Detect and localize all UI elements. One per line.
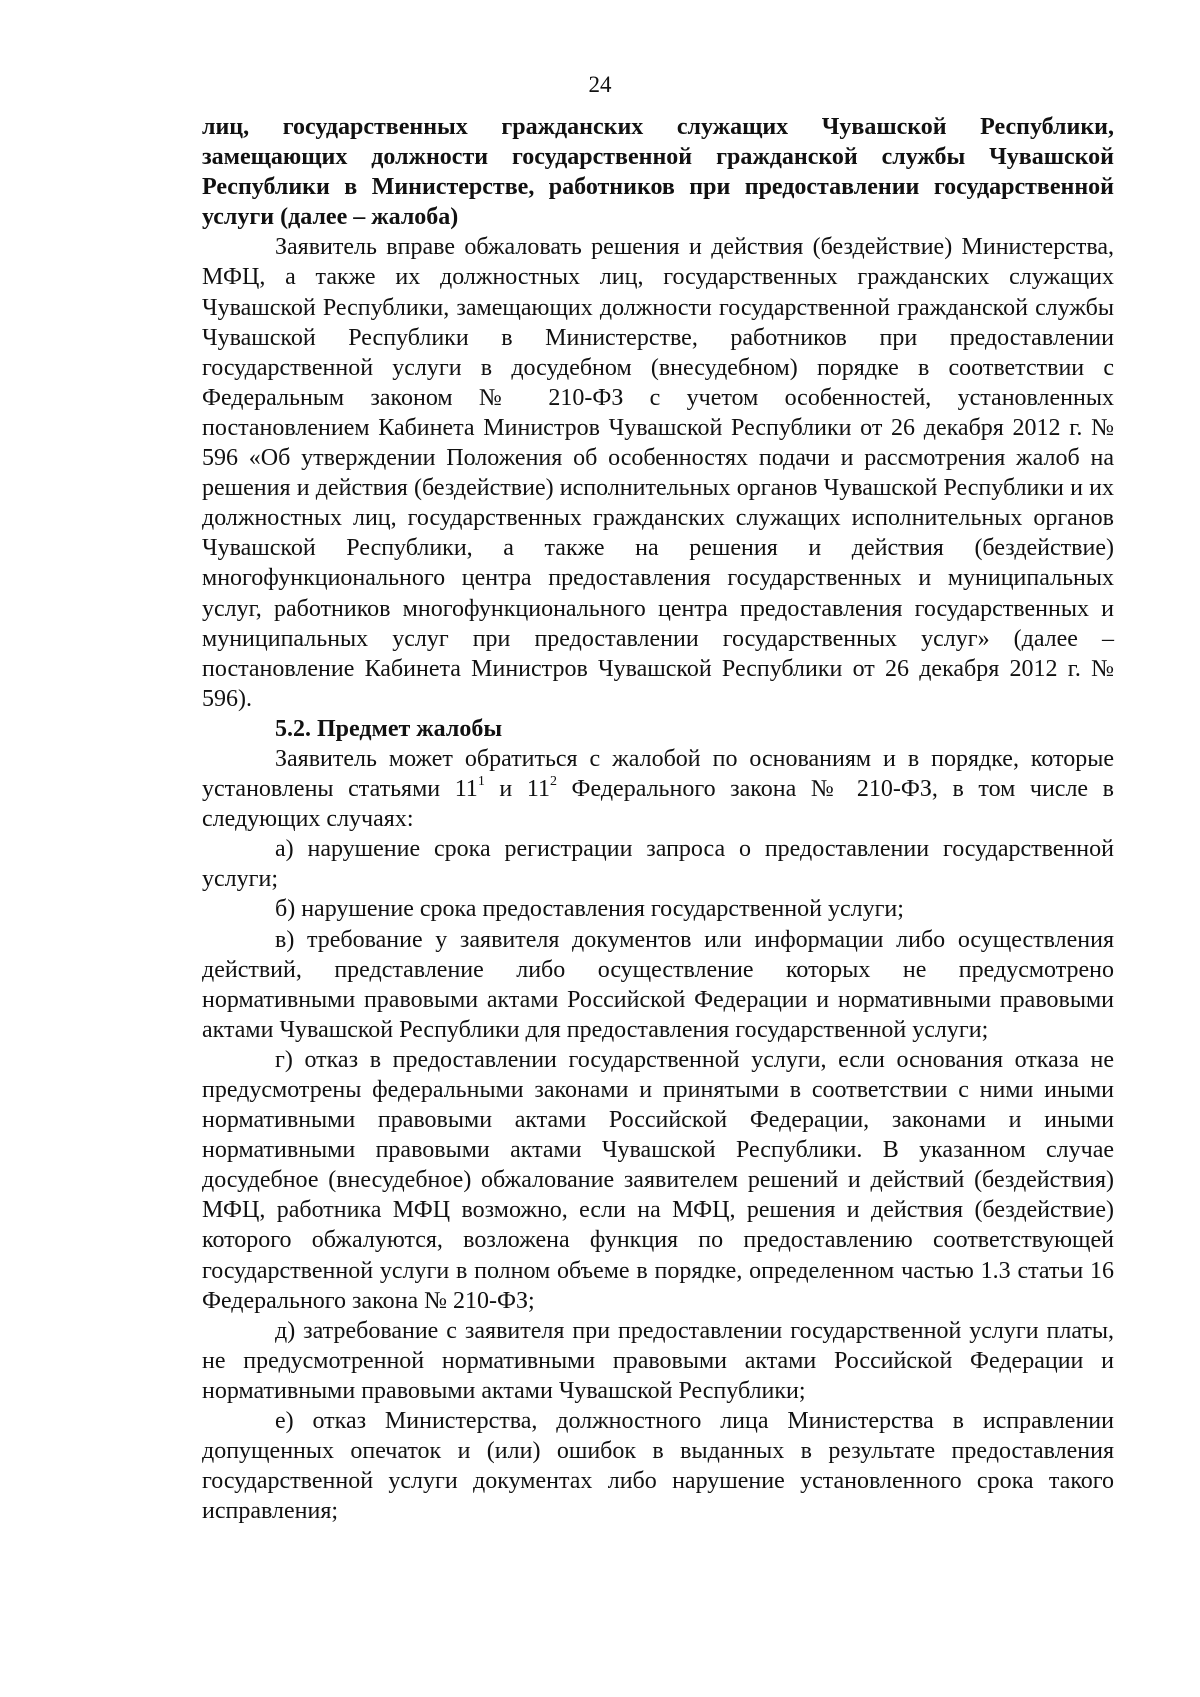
paragraph-appeal-right: Заявитель вправе обжаловать решения и действия (бездействие) Министерства, МФЦ, а также их должностных лиц, государственных гражданских служащих Чувашской Республики, замещающих должности государственной гражданской службы Чувашской Республики в Министерстве, работников при предоставлении государственной услуги в досудебном (внесудебном) порядке в соответствии с Федеральным законом № 210-ФЗ с учетом особенностей, установленных постановлением Кабинета Министров Чувашской Республики от 26 декабря 2012 г. № 596 «Об утверждении Положения об особенностях подачи и рассмотрения жалоб на решения и действия (бездействие) исполнительных органов Чувашской Республики и их должностных лиц, государственных гражданских служащих исполнительных органов Чувашской Республики, а также на решения и действия (бездействие) многофункционального центра предоставления государственных и муниципальных услуг, работников многофункционального центра предоставления государственных и муниципальных услуг при предоставлении государственных услуг» (далее – постановление Кабинета Министров Чувашской Республики от 26 декабря 2012 г. № 596). [202, 234, 1114, 712]
document-body [202, 112, 1114, 1526]
intro-text-3: Федерального закона № 210-ФЗ, в том числе в следующих случаях: [202, 776, 1115, 833]
page-number: 24 [588, 72, 612, 97]
list-item-d: г) отказ в предоставлении государственной услуги, если основания отказа не предусмотрены федеральными законами и принятыми в соответствии с ними иными нормативными правовыми актами Российской Федерации, законами и иными нормативными правовыми актами Чувашской Республики. В указанном случае досудебное (внесудебное) обжалование заявителем решений и действий (бездействия) МФЦ, работника МФЦ возможно, если на МФЦ, решения и действия (бездействие) которого обжалуются, возложена функция по предоставлению соответствующей государственной услуги в полном объеме в порядке, определенном частью 1.3 статьи 16 Федерального закона № 210-ФЗ; [202, 1046, 1114, 1314]
list-item-f: е) отказ Министерства, должностного лица Министерства в исправлении допущенных опечаток и (или) ошибок в выданных в результате предоставления государственной услуги документах либо нарушение установленного срока такого исправления; [202, 1408, 1114, 1525]
list-item-c: в) требование у заявителя документов или информации либо осуществления действий, представление либо осуществление которых не предусмотрено нормативными правовыми актами Российской Федерации и нормативными правовыми актами Чувашской Республики для предоставления государственной услуги; [202, 926, 1114, 1043]
intro-text-1: Заявитель может обратиться с жалобой по основаниям и в порядке, которые установлены статьями 11 [202, 745, 1114, 803]
paragraph-intro [202, 744, 1114, 834]
superscript-2: 2 [549, 774, 557, 790]
intro-text-2: и 11 [484, 776, 550, 803]
list-item-a: а) нарушение срока регистрации запроса о предоставлении государственной услуги; [202, 836, 1114, 893]
list-item-b: б) нарушение срока предоставления государственной услуги; [275, 896, 904, 923]
list-item-e: д) затребование с заявителя при предоставлении государственной услуги платы, не предусмотренной нормативными правовыми актами Российской Федерации и нормативными правовыми актами Чувашской Республики; [202, 1317, 1114, 1404]
superscript-1: 1 [477, 774, 485, 790]
heading-continuation: лиц, государственных гражданских служащих Чувашской Республики, замещающих должности государственной гражданской службы Чувашской Республики в Министерстве, работников при предоставлении государственной услуги (далее – жалоба) [202, 114, 1114, 231]
section-title: 5.2. Предмет жалобы [275, 715, 503, 742]
